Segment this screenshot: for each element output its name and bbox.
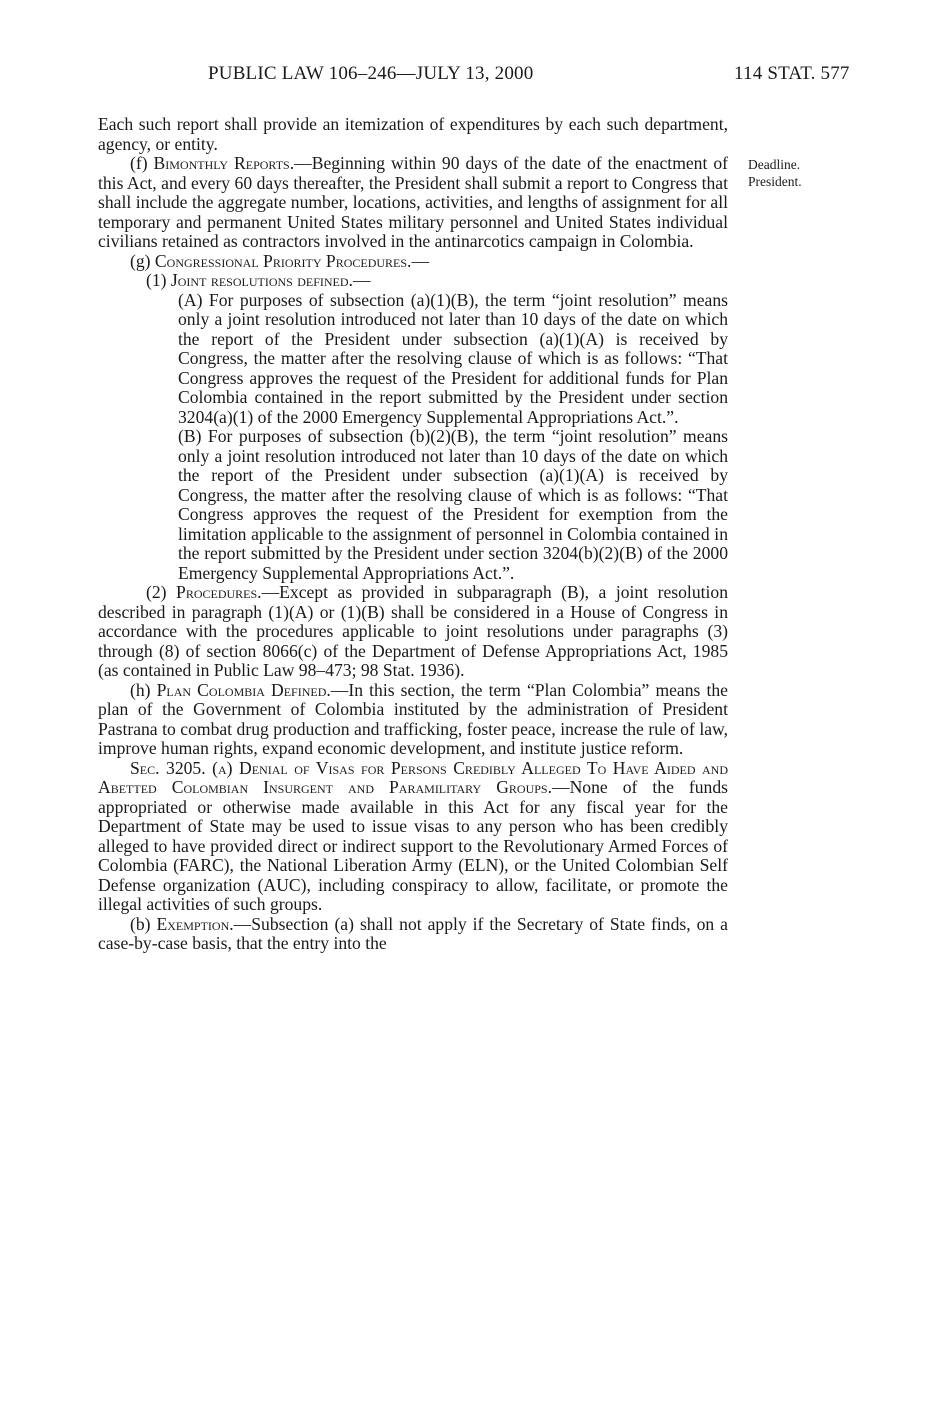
paragraph-b-exemption: (b) Exemption.—Subsection (a) shall not apply if the Secretary of State finds, on a case-by-case basis, that the entry into the [98,913,728,953]
margin-notes [748,156,802,190]
section-heading: Procedures. [176,582,262,602]
margin-note-president: President. [748,174,802,189]
paragraph-g-congressional-priority: (g) Congressional Priority Procedures.— [130,250,430,271]
subparagraph-b: (B) For purposes of subsection (b)(2)(B), the term “joint resolution” means only a joint resolution introduced not later than 10 days of the date on which the report of the President under subsection (a)(1)(A) is received by Congress, the matter after the resolving clause of which is as follows: “That Congress approves the request of the President for exemption from the limitation applicable to the assignment of personnel in Colombia contained in the report submitted by the President under section 3204(b)(2)(B) of the 2000 Emergency Supplemental Appropriations Act.”. [178,426,728,583]
section-3205: Sec. 3205. (a) Denial of Visas for Persons Credibly Alleged To Have Aided and Abetted Colombian Insurgent and Paramilitary Groups.—None of the funds appropriated or otherwise made available in this Act for any fiscal year for the Department of State may be used to issue visas to any person who has been credibly alleged to have provided direct or indirect support to the Revolutionary Armed Forces of Colombia (FARC), the National Liberation Army (ELN), or the United Colombian Self Defense organization (AUC), including conspiracy to allow, facilitate, or promote the illegal activities of such groups. [98,757,729,914]
section-heading: Bimonthly Reports. [153,153,295,173]
section-heading: Plan Colombia Defined. [156,679,331,700]
paragraph-f-bimonthly-reports: (f) Bimonthly Reports.—Beginning within 90 days of the date of the enactment of this Act, and every 60 days thereafter, the President shall submit a report to Congress that shall include the aggregate number, locations, activities, and lengths of assignment for all temporary and permanent United States military personnel and United States individual civilians retained as contractors involved in the antinarcotics campaign in Colombia. [98,153,728,251]
paragraph-itemization: Each such report shall provide an itemization of expenditures by each such department, agency, or entity. [98,114,728,154]
document-body [98,115,728,954]
margin-note-deadline: Deadline. [748,157,801,172]
paragraph-g1-joint-resolutions: (1) Joint resolutions defined.— [146,270,371,290]
section-heading: Denial of Visas for Persons Credibly Alleged To Have Aided and Abetted Colombian Insurgent and Paramilitary Groups. [98,757,729,797]
section-heading: Exemption. [156,913,234,934]
paragraph-g2-procedures: (2) Procedures.—Except as provided in subparagraph (B), a joint resolution described in paragraph (1)(A) or (1)(B) shall be considered in a House of Congress in accordance with the procedures applicable to joint resolutions under paragraphs (3) through (8) of section 8066(c) of the Department of Defense Appropriations Act, 1985 (as contained in Public Law 98–473; 98 Stat. 1936). [98,582,728,680]
subparagraph-a: (A) For purposes of subsection (a)(1)(B), the term “joint resolution” means only a joint resolution introduced not later than 10 days of the date on which the report of the President under subsection (a)(1)(A) is received by Congress, the matter after the resolving clause of which is as follows: “That Congress approves the request of the President for additional funds for Plan Colombia contained in the report submitted by the President under section 3204(a)(1) of the 2000 Emergency Supplemental Appropriations Act.”. [178,289,728,427]
running-head-title: PUBLIC LAW 106–246—JULY 13, 2000 [208,63,534,84]
section-heading: Congressional Priority Procedures. [154,250,412,271]
page-header [0,63,940,89]
statute-page-number: 114 STAT. 577 [734,63,850,84]
section-heading: Joint resolutions defined. [170,270,353,290]
paragraph-h-plan-colombia: (h) Plan Colombia Defined.—In this section, the term “Plan Colombia” means the plan of the Government of Colombia instituted by the administration of President Pastrana to combat drug production and trafficking, foster peace, increase the rule of law, improve human rights, expand economic development, and institute justice reform. [98,679,728,758]
